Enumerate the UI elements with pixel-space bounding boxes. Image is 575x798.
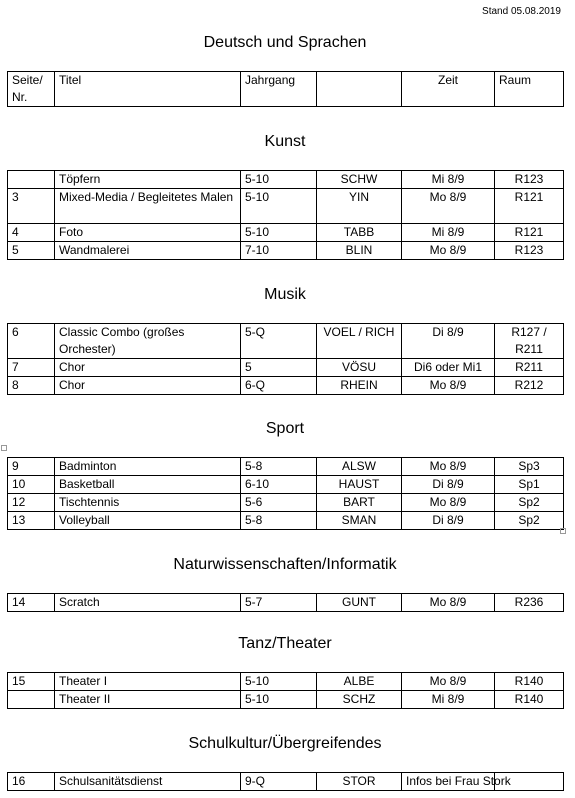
section-heading: Deutsch und Sprachen [203, 34, 367, 51]
cell-jahrgang: 9-Q [241, 773, 317, 791]
cell-titel: Badminton [55, 458, 241, 476]
table-row [8, 691, 564, 709]
cell-nr: 8 [8, 377, 55, 395]
col-header-titel: Titel [55, 72, 241, 107]
cell-raum: R123 [495, 171, 564, 189]
cell-zeit: Mi 8/9 [402, 691, 495, 709]
col-header-seite: Seite/ Nr. [8, 72, 55, 107]
cell-jahrgang: 7-10 [241, 242, 317, 260]
cell-lehrer: TABB [317, 224, 402, 242]
cell-zeit: Mi 8/9 [402, 171, 495, 189]
cell-zeit: Di 8/9 [402, 512, 495, 530]
cell-zeit: Di6 oder Mi1 [402, 359, 495, 377]
cell-jahrgang: 5-8 [241, 458, 317, 476]
cell-raum: R140 [495, 691, 564, 709]
cell-zeit: Mo 8/9 [402, 458, 495, 476]
cell-lehrer: BLIN [317, 242, 402, 260]
cell-titel: Theater I [55, 673, 241, 691]
cell-titel: Schulsanitätsdienst [55, 773, 241, 791]
table-row [8, 476, 564, 494]
section-heading: Kunst [264, 133, 306, 150]
cell-titel: Töpfern [55, 171, 241, 189]
table-header-row [8, 72, 564, 107]
cell-zeit: Mo 8/9 [402, 673, 495, 691]
cell-titel: Mixed-Media / Begleitetes Malen [55, 189, 241, 224]
cell-nr: 16 [8, 773, 55, 791]
cell-titel: Scratch [55, 594, 241, 612]
col-header-zeit: Zeit [402, 72, 495, 107]
cell-jahrgang: 5-10 [241, 224, 317, 242]
cell-lehrer: SCHZ [317, 691, 402, 709]
cell-jahrgang: 5-10 [241, 673, 317, 691]
cell-lehrer: YIN [317, 189, 402, 224]
header-table [7, 71, 564, 107]
table-row [8, 494, 564, 512]
cell-lehrer: SCHW [317, 171, 402, 189]
cell-nr: 15 [8, 673, 55, 691]
course-table [7, 457, 564, 530]
cell-raum: Sp1 [495, 476, 564, 494]
cell-raum: R127 / R211 [495, 324, 564, 359]
table-row [8, 594, 564, 612]
cell-lehrer: HAUST [317, 476, 402, 494]
cell-lehrer: SMAN [317, 512, 402, 530]
cell-jahrgang: 5-8 [241, 512, 317, 530]
cell-raum: R236 [495, 594, 564, 612]
cell-lehrer: RHEIN [317, 377, 402, 395]
table-row [8, 377, 564, 395]
cell-nr: 9 [8, 458, 55, 476]
cell-zeit: Di 8/9 [402, 324, 495, 359]
cell-nr: 10 [8, 476, 55, 494]
cell-lehrer: BART [317, 494, 402, 512]
cell-zeit: Mi 8/9 [402, 224, 495, 242]
section-heading: Schulkultur/Übergreifendes [188, 735, 382, 752]
cell-titel: Tischtennis [55, 494, 241, 512]
cell-raum: Sp2 [495, 494, 564, 512]
table-row [8, 171, 564, 189]
cell-titel: Basketball [55, 476, 241, 494]
cell-nr: 6 [8, 324, 55, 359]
cell-titel: Theater II [55, 691, 241, 709]
cell-titel: Foto [55, 224, 241, 242]
cell-jahrgang: 5 [241, 359, 317, 377]
col-header-raum: Raum [495, 72, 564, 107]
table-row [8, 224, 564, 242]
cell-lehrer: STOR [317, 773, 402, 791]
cell-jahrgang: 6-10 [241, 476, 317, 494]
section-heading: Tanz/Theater [238, 635, 332, 652]
table-row [8, 359, 564, 377]
cell-raum: R140 [495, 673, 564, 691]
cell-zeit: Mo 8/9 [402, 189, 495, 224]
cell-nr: 5 [8, 242, 55, 260]
cell-jahrgang: 6-Q [241, 377, 317, 395]
cell-zeit: Mo 8/9 [402, 494, 495, 512]
cell-lehrer: GUNT [317, 594, 402, 612]
section-heading: Sport [265, 420, 305, 437]
course-table [7, 672, 564, 709]
cell-jahrgang: 5-6 [241, 494, 317, 512]
cell-raum: R123 [495, 242, 564, 260]
cell-jahrgang: 5-10 [241, 189, 317, 224]
cell-zeit: Di 8/9 [402, 476, 495, 494]
cell-titel: Volleyball [55, 512, 241, 530]
cell-titel: Wandmalerei [55, 242, 241, 260]
cell-jahrgang: 5-Q [241, 324, 317, 359]
cell-zeit: Mo 8/9 [402, 594, 495, 612]
cell-raum: Sp3 [495, 458, 564, 476]
table-row [8, 242, 564, 260]
cell-raum: R212 [495, 377, 564, 395]
cell-zeit: Mo 8/9 [402, 377, 495, 395]
cell-zeit: Infos bei Frau Stork [402, 773, 495, 791]
stand-date: Stand 05.08.2019 [482, 6, 561, 17]
course-table [7, 772, 564, 791]
cell-lehrer: VOEL / RICH [317, 324, 402, 359]
cell-nr: 13 [8, 512, 55, 530]
section-heading: Musik [264, 286, 306, 303]
cell-nr [8, 171, 55, 189]
course-table [7, 593, 564, 612]
cell-jahrgang: 5-7 [241, 594, 317, 612]
cell-zeit: Mo 8/9 [402, 242, 495, 260]
table-row [8, 189, 564, 224]
col-header-lehrer [317, 72, 402, 107]
cell-jahrgang: 5-10 [241, 691, 317, 709]
cell-nr: 3 [8, 189, 55, 224]
section-heading: Naturwissenschaften/Informatik [173, 556, 397, 573]
cell-titel: Chor [55, 359, 241, 377]
cell-jahrgang: 5-10 [241, 171, 317, 189]
cell-titel: Classic Combo (großes Orchester) [55, 324, 241, 359]
cell-raum: R121 [495, 224, 564, 242]
cell-titel: Chor [55, 377, 241, 395]
cell-raum: R211 [495, 359, 564, 377]
course-table [7, 323, 564, 395]
cell-lehrer: VÖSU [317, 359, 402, 377]
cell-lehrer: ALSW [317, 458, 402, 476]
cell-raum: R121 [495, 189, 564, 224]
table-row [8, 458, 564, 476]
table-row [8, 324, 564, 359]
cell-raum: Sp2 [495, 512, 564, 530]
cell-nr: 4 [8, 224, 55, 242]
cell-lehrer: ALBE [317, 673, 402, 691]
cell-nr: 7 [8, 359, 55, 377]
col-header-jahrgang: Jahrgang [241, 72, 317, 107]
table-anchor-marker [1, 445, 7, 451]
table-resize-handle[interactable] [560, 528, 566, 534]
cell-nr: 14 [8, 594, 55, 612]
table-row [8, 673, 564, 691]
table-row [8, 773, 564, 791]
course-table [7, 170, 564, 260]
table-row [8, 512, 564, 530]
cell-nr [8, 691, 55, 709]
cell-nr: 12 [8, 494, 55, 512]
